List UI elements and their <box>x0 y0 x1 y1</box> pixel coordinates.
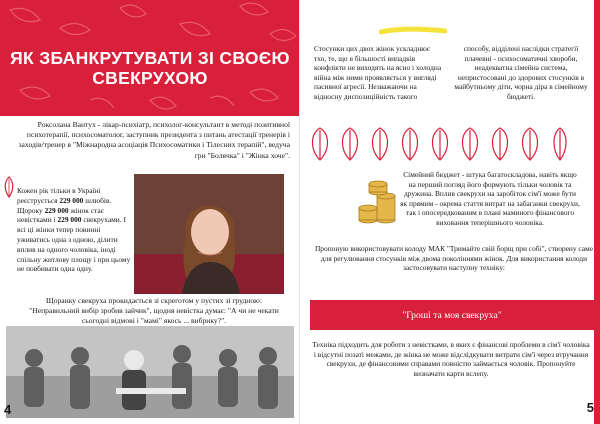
page-title: ЯК ЗБАНКРУТУВАТИ ЗІ СВОЄЮ СВЕКРУХОЮ <box>10 48 290 88</box>
facts-text-3: жінок стає невістками і <box>17 205 104 225</box>
facts-text-2: шлюбів. Щороку <box>17 195 112 215</box>
author-intro: Роксолана Вантух - лікар-психіатр, психолог-консультант в методі позитивної психотерапії, психосоматолог, заступник президента з питань атестації тренерів і заходів/тренер в "Міжнародна асоціація Психосоматики і Тілесних терапій", ведуча гри "Болячка" і "Жінка хоче". <box>18 120 290 160</box>
morning-paragraph: Щоранку свекруха прокидається зі скреготом у пустих зі грудною: "Неправильний вибір зробив зайчик", щодня невістка думає: "А чи не чекати сьогодні відмові і "мамі" якось ... вибрику?". <box>29 296 279 325</box>
red-feather-icon <box>2 176 16 198</box>
collage-illustration <box>6 326 294 418</box>
collage-photo-strip <box>6 326 294 418</box>
facts-text-1: Кожен рік тільки в Україні реєструється <box>17 186 101 205</box>
technique-description: Техніка підходить для роботи з невістками, в яких є фінансові проблеми в сім'ї чоловіка і відсутні позаті межами, де жінка не може відслідкувати витрати сім'ї через втручання свекрухи, де фінансовими справами повністю займається чоловік. Пропонуйте визначати карти вслепу. <box>312 340 590 378</box>
relationship-text-column-1: Стосунки цих двох жінок ускладнює тхо, те, що в більшості випадків конфлікти не виходять на ясно і холодна війна між ними проявляється у вигляді пасивної агресії. Незважаючи на відносну диспозиційність такого <box>314 44 442 101</box>
feather-row-icon <box>310 126 570 162</box>
technique-title-banner <box>310 300 594 330</box>
facts-number-3: 229 000 <box>57 215 82 225</box>
relationship-text-column-2: способу, відділені наслідки стратегії плачевні - психосоматичні хвороби, неадекватна сімейна система, непристосовані до здорових стосунків в майбутньому діти, чорна діра в сімейному бюджеті. <box>454 44 588 101</box>
family-budget-paragraph: Сімейний бюджет - штука багатоскладова, навіть якщо на перший погляд його формують тільки чоловік та дружина. Вплив свекрухи на заробіток сім'ї може бути як прямим - окрема стаття витрат на забаганки свекрухи, так і опосередкованим в плані маминого фінансового виховання теперішнього чоловіка. <box>400 170 580 227</box>
technique-title: "Гроші та моя свекруха" <box>402 309 502 321</box>
page-number-left: 4 <box>4 402 12 417</box>
highlight-stroke-icon <box>379 26 447 36</box>
portrait-illustration <box>134 174 284 294</box>
facts-number-1: 229 000 <box>59 195 84 205</box>
author-photo <box>134 174 284 294</box>
facts-number-2: 229 000 <box>44 205 69 215</box>
title-banner <box>0 0 300 116</box>
card-deck-offer-paragraph: Пропоную використовувати колоду МАК "Тримайте свій борщ при собі", створену саме для регулювання стосунків між двома поколіннями жінок. Для використання колоди застосовувати наступну техніку: <box>314 244 594 273</box>
right-edge-accent <box>594 0 600 424</box>
page-number-right: 5 <box>586 400 594 415</box>
statistics-paragraph <box>17 186 133 274</box>
coin-stack-icon <box>356 178 400 226</box>
right-page <box>300 0 600 424</box>
facts-text-4: свекрухами. І всі ці жінки тепер повинні уживатись одна з одною, ділити вплив на одного чоловіка, іноді спільну житлову площу і при цьому не повбивати одна одну. <box>17 215 131 274</box>
